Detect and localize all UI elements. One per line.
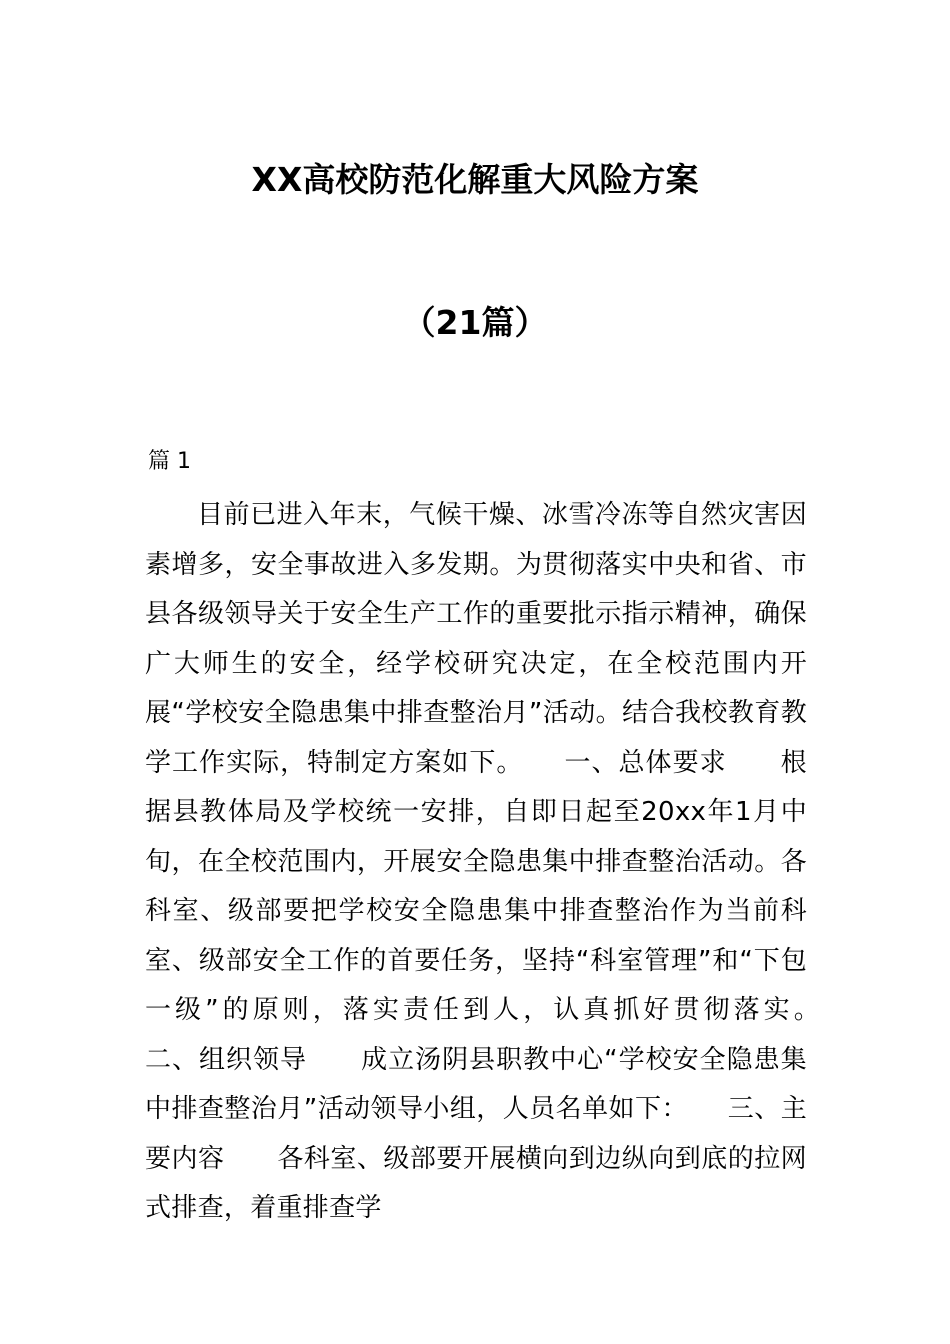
document-subtitle: （21篇）: [402, 303, 548, 342]
body-paragraph: 目前已进入年末，气候干燥、冰雪冷冻等自然灾害因素增多，安全事故进入多发期。为贯彻落实中央和省、市县各级领导关于安全生产工作的重要批示指示精神，确保广大师生的安全，经学校研究决定，在全校范围内开展“学校安全隐患集中排查整治月”活动。结合我校教育教学工作实际，特制定方案如下。 一、总体要求 根据县教体局及学校统一安排，自即日起至20xx年1月中旬，在全校范围内，开展安全隐患集中排查整治活动。各科室、级部要把学校安全隐患集中排查整治作为当前科室、级部安全工作的首要任务，坚持“科室管理”和“下包一级”的原则，落实责任到人，认真抓好贯彻落实。 二、组织领导 成立汤阴县职教中心“学校安全隐患集中排查整治月”活动领导小组，人员名单如下： 三、主要内容 各科室、级部要开展横向到边纵向到底的拉网式排查，着重排查学: [145, 500, 860, 1223]
document-title: XX高校防范化解重大风险方案: [251, 160, 699, 199]
section-label: 篇 1: [148, 449, 191, 474]
